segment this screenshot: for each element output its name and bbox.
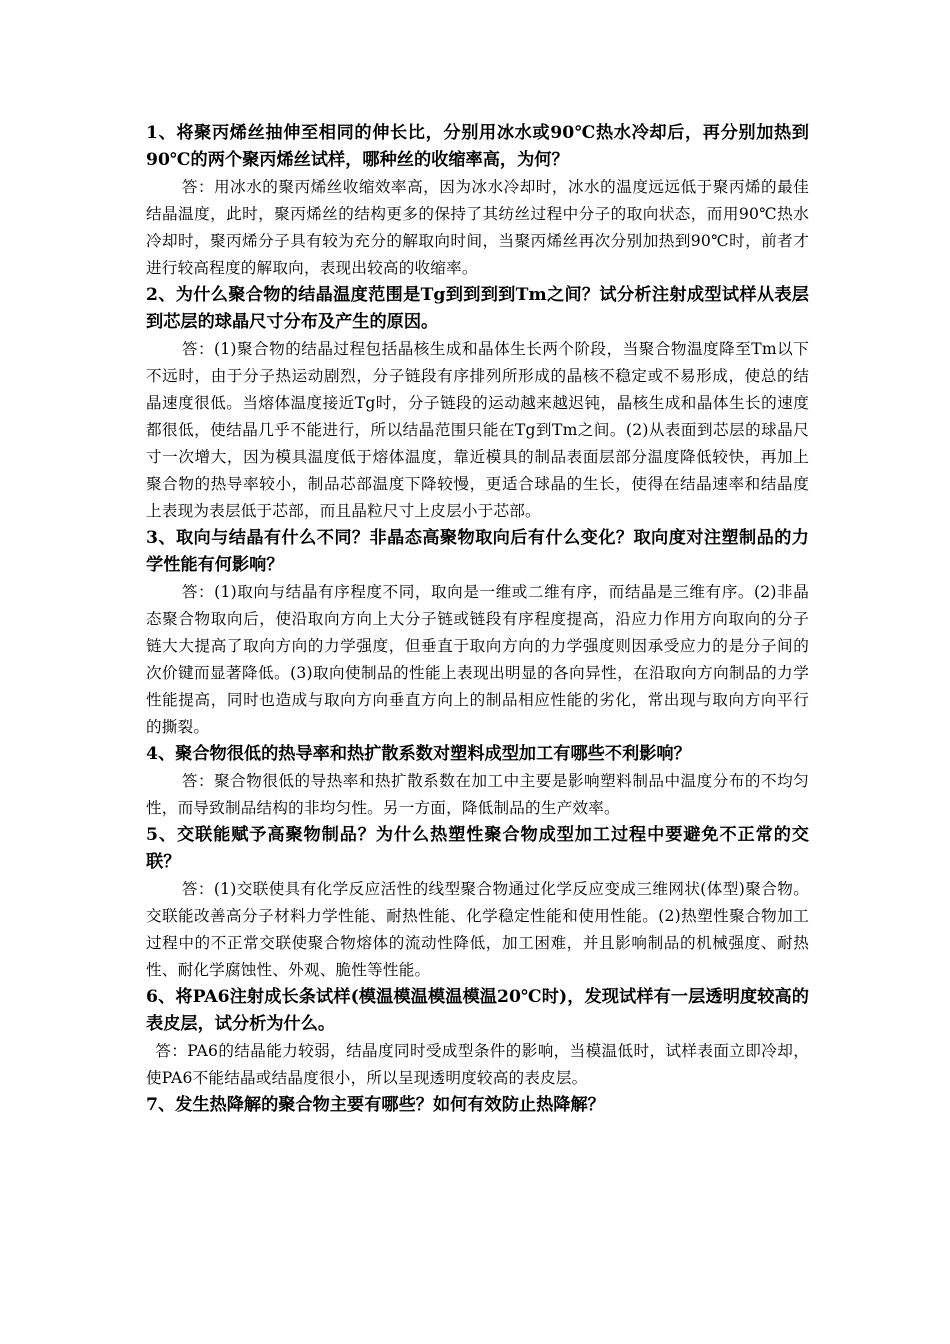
answer-3: 答：(1)取向与结晶有序程度不同，取向是一维或二维有序，而结晶是三维有序。(2)非晶态聚合物取向后，使沿取向方向上大分子链或链段有序程度提高，沿应力作用方向取向的分子链大大提高了取向方向的力学强度，但垂直于取向方向的力学强度则因承受应力的是分子间的次价键而显著降低。(3)取向使制品的性能上表现出明显的各向异性，在沿取向方向制品的力学性能提高，同时也造成与取向方向垂直方向上的制品相应性能的劣化，常出现与取向方向平行的撕裂。 [146,583,809,736]
question-7: 7、发生热降解的聚合物主要有哪些？如何有效防止热降解？ [146,1095,605,1115]
answer-6: 答：PA6的结晶能力较弱，结晶度同时受成型条件的影响，当模温低时，试样表面立即冷却，使PA6不能结晶或结晶度很小，所以呈现透明度较高的表皮层。 [146,1042,809,1087]
document-page [146,120,809,1119]
answer-5: 答：(1)交联使具有化学反应活性的线型聚合物通过化学反应变成三维网状(体型)聚合物。交联能改善高分子材料力学性能、耐热性能、化学稳定性能和使用性能。(2)热塑性聚合物加工过程中的不正常交联使聚合物熔体的流动性降低，加工困难，并且影响制品的机械强度、耐热性、耐化学腐蚀性、外观、脆性等性能。 [146,880,809,979]
answer-2: 答：(1)聚合物的结晶过程包括晶核生成和晶体生长两个阶段，当聚合物温度降至Tm以下不远时，由于分子热运动剧烈，分子链段有序排列所形成的晶核不稳定或不易形成，使总的结晶速度很低。当熔体温度接近Tg时，分子链段的运动越来越迟钝，晶核生成和晶体生长的速度都很低，使结晶几乎不能进行，所以结晶范围只能在Tg到Tm之间。(2)从表面到芯层的球晶尺寸一次增大，因为模具温度低于熔体温度，靠近模具的制品表面层部分温度降低较快，再加上聚合物的热导率较小，制品芯部温度下降较慢，更适合球晶的生长，使得在结晶速率和结晶度上表现为表层低于芯部，而且晶粒尺寸上皮层小于芯部。 [146,340,809,520]
question-1: 1、将聚丙烯丝抽伸至相同的伸长比，分别用冰水或90℃热水冷却后，再分别加热到90℃的两个聚丙烯丝试样，哪种丝的收缩率高，为何？ [146,123,809,170]
question-3: 3、取向与结晶有什么不同？非晶态高聚物取向后有什么变化？取向度对注塑制品的力学性能有何影响？ [146,528,809,575]
question-2: 2、为什么聚合物的结晶温度范围是Tg到到到到Tm之间？试分析注射成型试样从表层到芯层的球晶尺寸分布及产生的原因。 [146,285,809,332]
question-4: 4、聚合物很低的热导率和热扩散系数对塑料成型加工有哪些不利影响？ [146,744,691,764]
question-5: 5、交联能赋予高聚物制品？为什么热塑性聚合物成型加工过程中要避免不正常的交联？ [146,825,809,872]
answer-4: 答：聚合物很低的导热率和热扩散系数在加工中主要是影响塑料制品中温度分布的不均匀性，而导致制品结构的非均匀性。另一方面，降低制品的生产效率。 [146,772,809,817]
answer-1: 答：用冰水的聚丙烯丝收缩效率高，因为冰水冷却时，冰水的温度远远低于聚丙烯的最佳结晶温度，此时，聚丙烯丝的结构更多的保持了其纺丝过程中分子的取向状态，而用90℃热水冷却时，聚丙烯分子具有较为充分的解取向时间，当聚丙烯丝再次分别加热到90℃时，前者才进行较高程度的解取向，表现出较高的收缩率。 [146,178,809,277]
question-6: 6、将PA6注射成长条试样(模温模温模温模温20℃时)，发现试样有一层透明度较高的表皮层，试分析为什么。 [146,987,809,1034]
